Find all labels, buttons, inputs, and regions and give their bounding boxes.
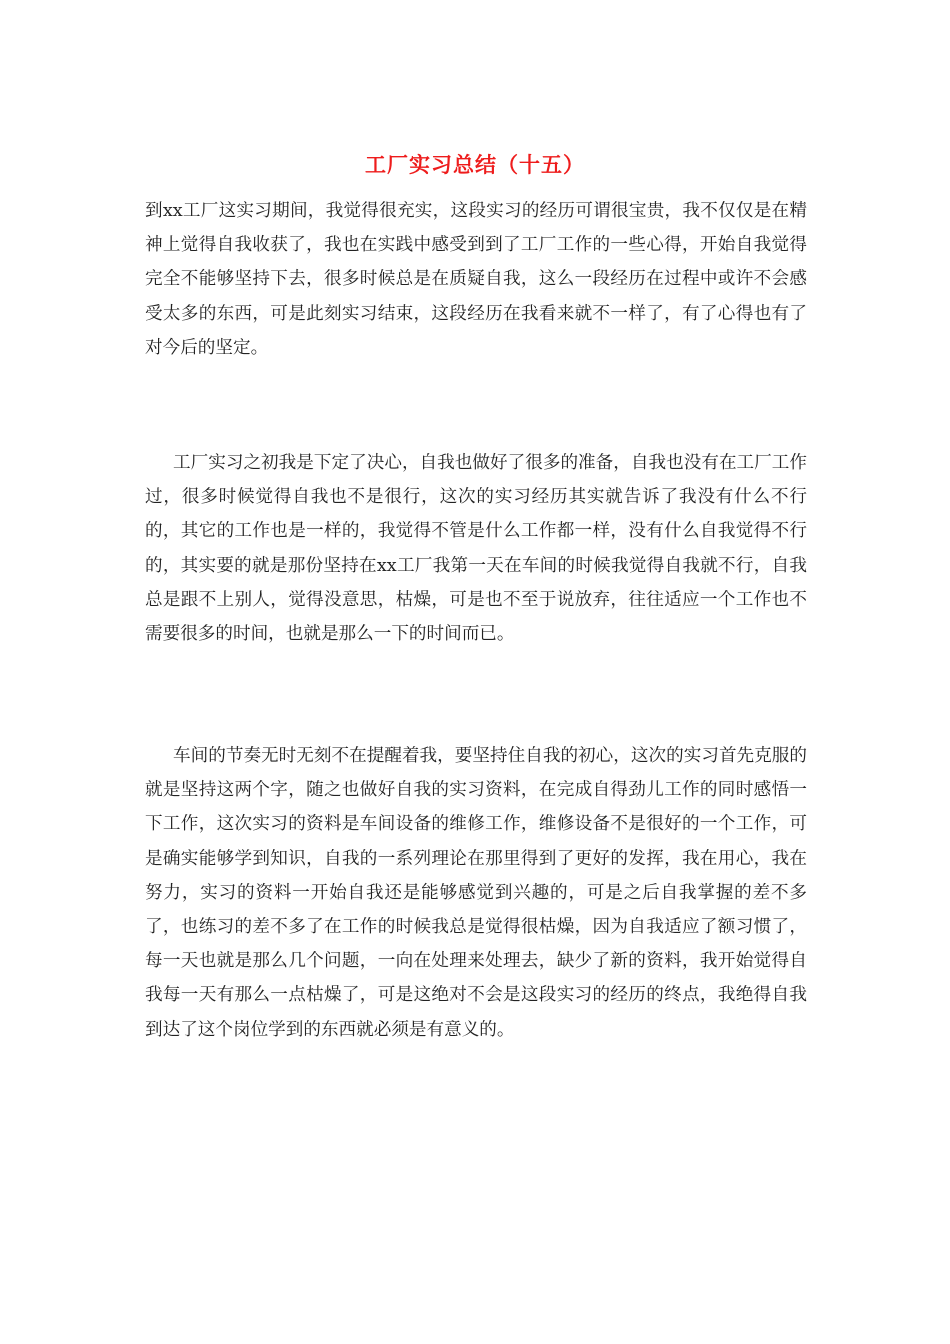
- paragraph-3: 车间的节奏无时无刻不在提醒着我，要坚持住自我的初心，这次的实习首先克服的就是坚持这两个字，随之也做好自我的实习资料，在完成自得劲儿工作的同时感悟一下工作，这次实习的资料是车间设备的维修工作，维修设备不是很好的一个工作，可是确实能够学到知识，自我的一系列理论在那里得到了更好的发挥，我在用心，我在努力，实习的资料一开始自我还是能够感觉到兴趣的，可是之后自我掌握的差不多了，也练习的差不多了在工作的时候我总是觉得很枯燥，因为自我适应了额习惯了，每一天也就是那么几个问题，一向在处理来处理去，缺少了新的资料，我开始觉得自我每一天有那么一点枯燥了，可是这绝对不会是这段实习的经历的终点，我绝得自我到达了这个岗位学到的东西就必须是有意义的。: [145, 746, 807, 1040]
- document-title: 工厂实习总结（十五）: [365, 153, 585, 177]
- paragraph-1: 到xx工厂这实习期间，我觉得很充实，这段实习的经历可谓很宝贵，我不仅仅是在精神上觉得自我收获了，我也在实践中感受到到了工厂工作的一些心得，开始自我觉得完全不能够坚持下去，很多时候总是在质疑自我，这么一段经历在过程中或许不会感受太多的东西，可是此刻实习结束，这段经历在我看来就不一样了，有了心得也有了对今后的坚定。: [145, 201, 807, 358]
- paragraph-2: 工厂实习之初我是下定了决心，自我也做好了很多的准备，自我也没有在工厂工作过，很多时候觉得自我也不是很行，这次的实习经历其实就告诉了我没有什么不行的，其它的工作也是一样的，我觉得不管是什么工作都一样，没有什么自我觉得不行的，其实要的就是那份坚持在xx工厂我第一天在车间的时候我觉得自我就不行，自我总是跟不上别人，觉得没意思，枯燥，可是也不至于说放弃，往往适应一个工作也不需要很多的时间，也就是那么一下的时间而已。: [145, 453, 807, 645]
